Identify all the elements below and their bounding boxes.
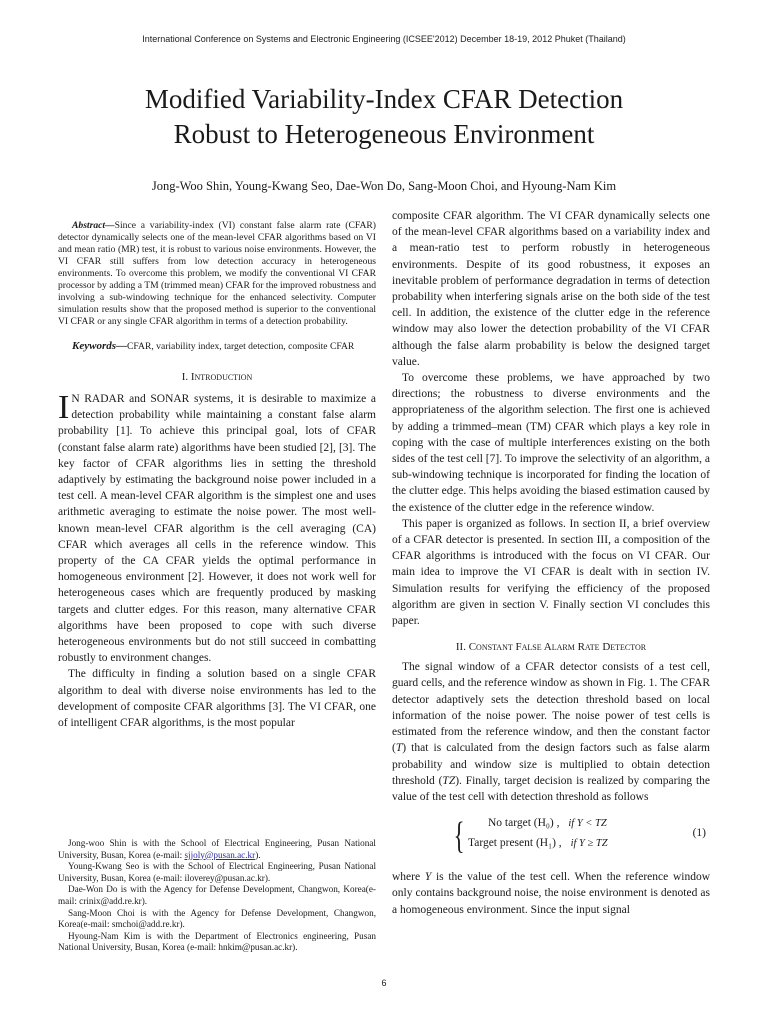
abstract [58, 220, 376, 328]
footnote-author-2: Young-Kwang Seo is with the School of Electrical Engineering, Pusan National University, Busan, Korea (e-mail: iloverey@pusan.ac.kr). [58, 861, 376, 883]
section-heading-introduction: I. Introduction [181, 371, 253, 383]
paragraph-text: The signal window of a CFAR detector consists of a test cell, guard cells, and the reference window as shown in Fig. 1. The CFAR detector adaptively sets the detection threshold based on local information of the noise power. The noise power of test cells is estimated from the reference window, and then the constant factor ( [392, 661, 710, 755]
abstract-label: Abstract— [72, 220, 115, 231]
keywords [58, 340, 376, 353]
intro-paragraph-1-text: N RADAR and SONAR systems, it is desirable to maximize a detection probability while maintaining a constant false alarm probability [1]. To achieve this principal goal, lots of CFAR (constant false alarm rate) algorithms have been studied [2], [3]. The key factor of CFAR algorithms lies in setting the threshold adaptively by estimating the background noise power included in a test cell. A mean-level CFAR algorithm is the simplest one and uses arithmetic averaging to estimate the noise power. The most well-known mean-level CFAR algorithm is the cell averaging (CA) CFAR which averages all cells in the reference window. This property of the CA CFAR yields the optimal performance in homogeneous environment [2]. However, it does not work well for heterogeneous cases which are frequently produced by masking targets and clutter edges. For this reason, many alternative CFAR algorithms have been proposed to cope with such diverse heterogeneous environments but do not still succeed in combatting robustly to environment changes. [58, 393, 376, 665]
footnote-author-3: Dae-Won Do is with the Agency for Defense Development, Changwon, Korea(e-mail: crinix@add.re.kr). [58, 884, 376, 906]
section2-paragraph-1 [392, 659, 710, 805]
intro-paragraph-4: This paper is organized as follows. In section II, a brief overview of a CFAR detector is presented. In section III, a composition of the CFAR algorithms is introduced with the focus on VI CFAR. Our main idea to improve the VI CFAR is dealt with in section IV. Simulation results for verifying the efficiency of the proposed algorithm are given in section V. Finally section VI concludes this paper. [392, 517, 710, 628]
section-heading-cfar-detector: II. Constant False Alarm Rate Detector [455, 641, 647, 654]
footnote-author-1 [58, 838, 376, 861]
footnote-text: Jong-woo Shin is with the School of Electrical Engineering, Pusan National University, Busan, Korea (e-mail: [58, 838, 376, 860]
drop-cap: I [58, 389, 70, 426]
author-list: Jong-Woo Shin, Young-Kwang Seo, Dae-Won Do, Sang-Moon Choi, and Hyoung-Nam Kim [151, 179, 617, 193]
equation-1 [392, 815, 710, 861]
symbol-T: T [395, 742, 403, 755]
title-line-2: Robust to Heterogeneous Environment [173, 119, 595, 149]
keywords-text: CFAR, variability index, target detection, composite CFAR [127, 341, 355, 352]
equation-line-no-target [488, 817, 607, 829]
footnote-text: ). [255, 849, 261, 860]
equation-condition: if Y ≥ TZ [570, 838, 608, 850]
conference-header: International Conference on Systems and Electronic Engineering (ICSEE'2012) December 18-19, 2012 Phuket (Thailand) [142, 34, 626, 44]
paper-title [60, 82, 708, 152]
title-line-1: Modified Variability-Index CFAR Detection [144, 84, 624, 114]
section2-paragraph-2 [392, 869, 710, 918]
equation-case-label: Target present (H₁) , [468, 837, 562, 850]
intro-paragraph-1 [58, 391, 376, 666]
paragraph-text: where [392, 871, 425, 884]
intro-paragraph-3: To overcome these problems, we have approached by two directions; the robustness to diverse environments and the appropriateness of the algorithm selection. The first one is achieved by adding a trimmed–mean (TM) CFAR which plays a key role in coping with the case of multiple interferences existing on the both sides of the test cell [7]. To improve the selectivity of an algorithm, a sub-windowing technique is incorporated for finding the location of the clutter edge. This helps avoiding the biased estimation caused by the existence of the clutter edge in the reference window. [392, 372, 710, 514]
paragraph-text: ). Finally, target decision is realized by comparing the value of the test cell with detection threshold as follows [392, 774, 710, 803]
abstract-text: Since a variability-index (VI) constant false alarm rate (CFAR) detector dynamically selects one of the mean-level CFAR algorithms based on VI and mean ratio (MR) test, it is robust to various noise environments. However, the VI CFAR still suffers from low detection accuracy in heterogeneous environments. To overcome this problem, we modify the conventional VI CFAR processor by adding a TM (trimmed mean) CFAR for the improved robustness and involving a sub-windowing technique for the enhanced selectivity. Computer simulation results show that the proposed method is superior to the conventional VI CFAR or any single CFAR algorithm in terms of a detection probability. [58, 220, 376, 327]
footnote-author-5: Hyoung-Nam Kim is with the Department of Electronics engineering, Pusan National University, Busan, Korea (e-mail: hnkim@pusan.ac.kr). [58, 930, 376, 953]
email-link[interactable]: sjjoly@pusan.ac.kr [184, 849, 256, 860]
left-column [58, 220, 376, 731]
footnotes [58, 838, 376, 954]
symbol-Y: Y [424, 871, 432, 884]
equation-condition: if Y < TZ [568, 818, 607, 830]
right-column [392, 208, 710, 918]
keywords-label: Keywords— [72, 340, 127, 352]
equation-brace: { [453, 815, 465, 858]
equation-case-label: No target (H₀) , [488, 817, 560, 830]
page-number: 6 [381, 978, 387, 988]
equation-number: (1) [692, 827, 706, 840]
intro-paragraph-2-continued: composite CFAR algorithm. The VI CFAR dynamically selects one of the mean-level CFAR algorithms based on a variability index and a mean-ratio test to perform robustly in heterogeneous environments. Despite of its good robustness, it exposes an inevitable problem of performance degradation in terms of detection probability when interfering signals arise on the both side of the test cell. In addition, the existence of the clutter edge in the reference window may also lower the detection probability of the VI CFAR although the false alarm probability is below the designed target value. [392, 210, 710, 368]
paragraph-text: is the value of the test cell. When the reference window only contains background noise, the noise environment is denoted as a homogeneous environment. Since the input signal [392, 871, 711, 916]
symbol-TZ: TZ [442, 774, 456, 787]
footnote-author-4: Sang-Moon Choi is with the Agency for Defense Development, Changwon, Korea(e-mail: smchoi@add.re.kr). [58, 907, 376, 930]
equation-line-target-present [468, 837, 608, 849]
paragraph-text: ) that is calculated from the design factors such as false alarm probability and window size is multiplied to obtain detection threshold ( [392, 742, 710, 787]
intro-paragraph-2: The difficulty in finding a solution based on a single CFAR algorithm to deal with diverse noise environments has led to the development of composite CFAR algorithms [3]. The VI CFAR, one of intelligent CFAR algorithms, is the most popular [58, 668, 376, 730]
